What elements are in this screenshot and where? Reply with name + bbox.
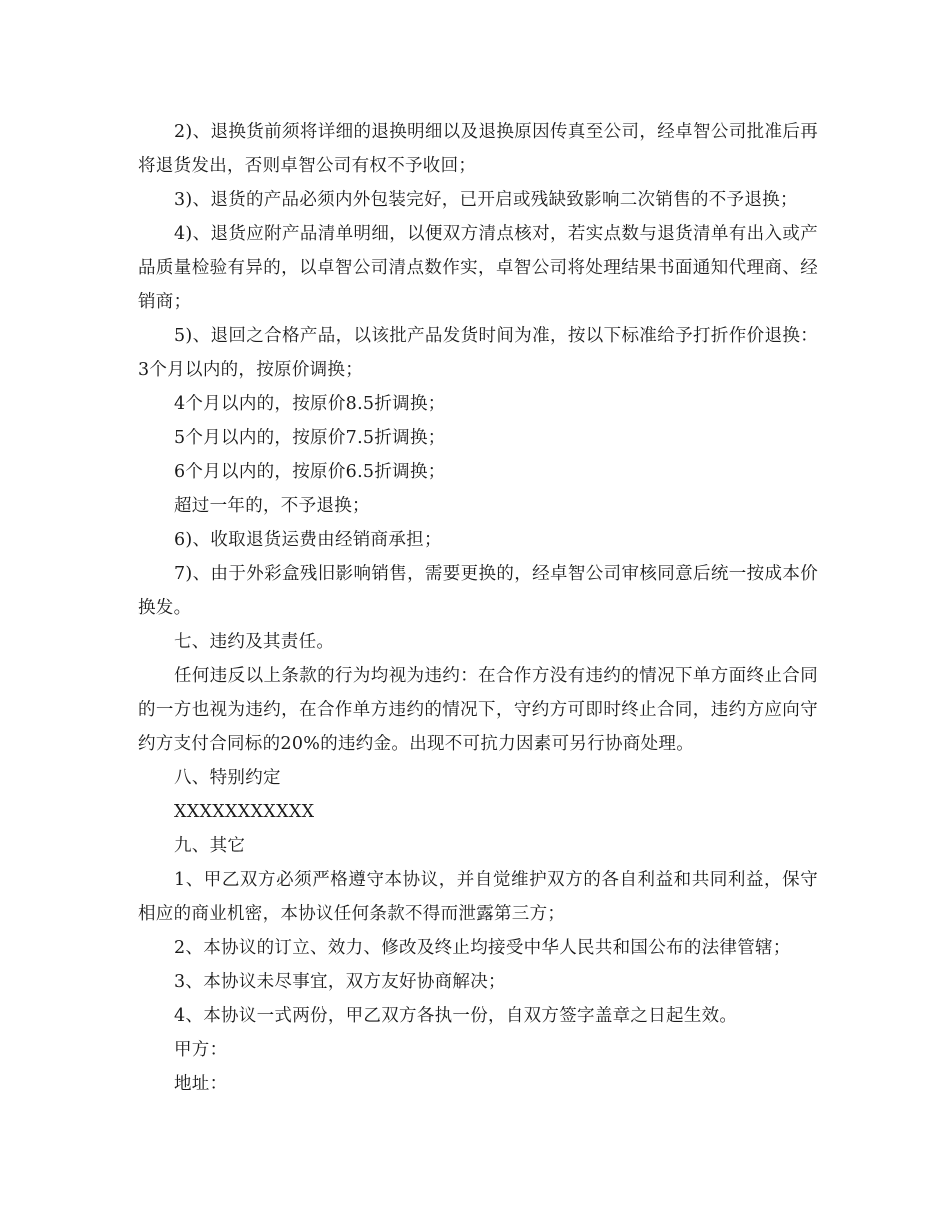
paragraph-color-box: 7)、由于外彩盒残旧影响销售，需要更换的，经卓智公司审核同意后统一按成本价换发。 <box>138 564 818 618</box>
paragraph-breach: 任何违反以上条款的行为均视为违约：在合作方没有违约的情况下单方面终止合同的一方也视为违约，在合作单方违约的情况下，守约方可即时终止合同，违约方应向守约方支付合同标的20%的违约金。出现不可抗力因素可另行协商处理。 <box>138 666 818 754</box>
document-body <box>138 115 818 1101</box>
paragraph-discount-5-months: 5个月以内的，按原价7.5折调换； <box>174 428 446 448</box>
section-heading-special: 八、特别约定 <box>174 768 281 788</box>
paragraph-special-placeholder: XXXXXXXXXXX <box>174 802 315 822</box>
section-heading-breach: 七、违约及其责任。 <box>174 632 335 652</box>
paragraph-discount-6-months: 6个月以内的，按原价6.5折调换； <box>174 462 446 482</box>
paragraph-return-packaging: 3)、退货的产品必须内外包装完好，已开启或残缺致影响二次销售的不予退换； <box>174 190 798 210</box>
paragraph-discount-4-months: 4个月以内的，按原价8.5折调换； <box>174 394 446 414</box>
paragraph-return-discount: 5)、退回之合格产品，以该批产品发货时间为准，按以下标准给予打折作价退换： 3个月以内的，按原价调换； <box>138 326 818 380</box>
party-a-label: 甲方： <box>174 1040 228 1060</box>
paragraph-return-fax: 2)、退换货前须将详细的退换明细以及退换原因传真至公司，经卓智公司批准后再将退货发出，否则卓智公司有权不予收回； <box>138 122 818 176</box>
paragraph-over-one-year: 超过一年的，不予退换； <box>174 496 370 516</box>
address-label: 地址： <box>174 1074 228 1094</box>
paragraph-other-1: 1、甲乙双方必须严格遵守本协议，并自觉维护双方的各自利益和共同利益，保守相应的商业机密，本协议任何条款不得而泄露第三方； <box>138 870 818 924</box>
paragraph-other-4: 4、本协议一式两份，甲乙双方各执一份，自双方签字盖章之日起生效。 <box>174 1006 738 1026</box>
paragraph-other-3: 3、本协议未尽事宜，双方友好协商解决； <box>174 972 506 992</box>
paragraph-other-2: 2、本协议的订立、效力、修改及终止均接受中华人民共和国公布的法律管辖； <box>174 938 791 958</box>
paragraph-return-checklist: 4)、退货应附产品清单明细，以便双方清点核对，若实点数与退货清单有出入或产品质量检验有异的，以卓智公司清点数作实，卓智公司将处理结果书面通知代理商、经销商； <box>138 224 818 312</box>
section-heading-other: 九、其它 <box>174 836 246 856</box>
paragraph-freight: 6)、收取退货运费由经销商承担； <box>174 530 442 550</box>
